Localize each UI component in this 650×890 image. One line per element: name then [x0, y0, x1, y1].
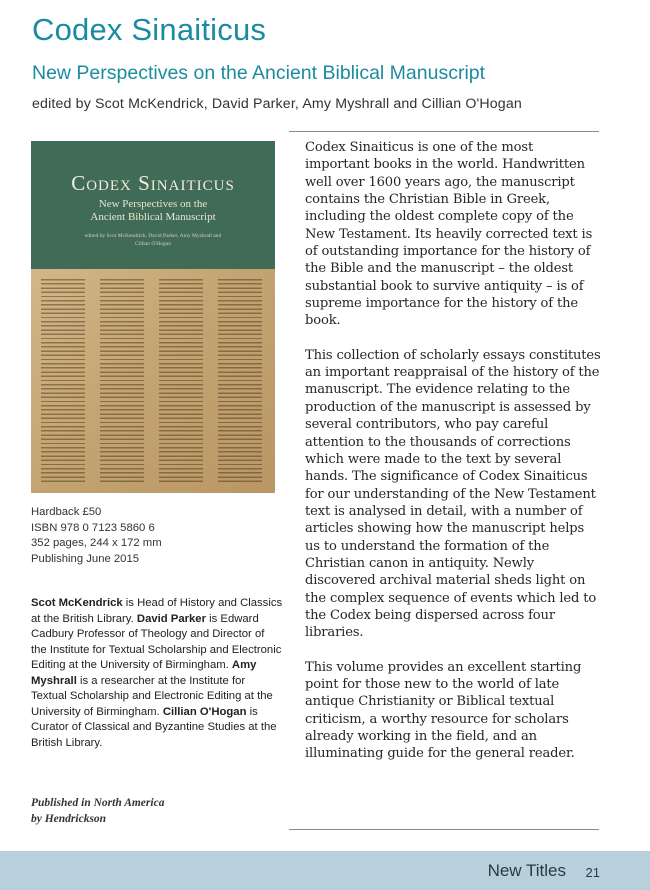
top-divider [289, 131, 599, 132]
cover-header [31, 141, 275, 269]
cover-title: Codex Sinaiticus [71, 171, 235, 195]
bio-text: is Edward Cadbury Professor of Theology and Director of the Institute for Textual Scholarship and Electronic Editing at the University of Birmingham. [31, 612, 282, 671]
bio-text: is Curator of Classical and Byzantine Studies at the British Library. [31, 705, 277, 749]
bio-text: is Head of History and Classics at the British Library. [31, 597, 283, 625]
published-line1: Published in North America [31, 797, 165, 809]
publishing-date: Publishing June 2015 [31, 552, 140, 565]
bio-text: is a researcher at the Institute for Textual Scholarship and Electronic Editing at the University of Birmingham. [31, 674, 273, 718]
page-subtitle: New Perspectives on the Ancient Biblical Manuscript [32, 62, 486, 84]
page-number: 21 [585, 865, 600, 880]
published-line2: by Hendrickson [31, 813, 107, 825]
isbn: ISBN 978 0 7123 5860 6 [31, 521, 155, 534]
manuscript-column [100, 279, 144, 485]
cover-subtitle [31, 198, 275, 224]
book-cover-image [31, 141, 275, 493]
editors-line: edited by Scot McKendrick, David Parker, Amy Myshrall and Cillian O'Hogan [32, 96, 522, 112]
cover-subtitle-line2: Ancient Biblical Manuscript [90, 211, 216, 223]
bio-name: Cillian O'Hogan [162, 705, 247, 718]
description-paragraph: This collection of scholarly essays constitutes an important reappraisal of the history of the manuscript. The evidence relating to the production of the manuscript is assessed by several contributors, who pay careful attention to the thousands of corrections which were made to the text by several hands. The significance of Codex Sinaiticus for our understanding of the New Testament text is analysed in detail, with a number of articles showing how the manuscript helps us to understand the formation of the Christian canon in antiquity. Newly discovered archival material sheds light on the complex sequence of events which led to the Codex being dispersed across four libraries. [305, 347, 601, 641]
bio-name: Amy Myshrall [31, 659, 257, 687]
manuscript-column [41, 279, 85, 485]
manuscript-column [159, 279, 203, 485]
cover-subtitle-line1: New Perspectives on the [98, 198, 208, 210]
book-description [305, 139, 601, 780]
page-count-dimensions: 352 pages, 244 x 172 mm [31, 537, 162, 549]
bio-name: Scot McKendrick [31, 597, 123, 609]
book-details [31, 505, 281, 567]
north-america-publisher [31, 795, 281, 827]
bio-name: David Parker [136, 612, 206, 625]
cover-editors: edited by Scot McKendrick, David Parker, Amy Myshrall and Cillian O'Hogan [84, 233, 222, 247]
section-label: New Titles [487, 861, 566, 880]
bottom-divider [289, 829, 599, 830]
manuscript-page-illustration [31, 269, 275, 493]
page-footer [0, 851, 650, 890]
description-paragraph: Codex Sinaiticus is one of the most important books in the world. Handwritten well over 1600 years ago, the manuscript contains the Christian Bible in Greek, including the oldest complete copy of the New Testament. Its heavily corrected text is of outstanding importance for the history of the Bible and the manuscript – the oldest substantial book to survive antiquity – is of supreme importance for the history of the book. [305, 140, 593, 329]
manuscript-column [218, 279, 262, 485]
description-paragraph: This volume provides an excellent starting point for those new to the world of late antique Christianity or Biblical textual criticism, a worthy resource for scholars already working in the field, and an illuminating guide for the general reader. [305, 659, 582, 762]
editor-biographies [31, 596, 283, 751]
format-price: Hardback £50 [31, 506, 102, 518]
page-title: Codex Sinaiticus [32, 12, 267, 47]
